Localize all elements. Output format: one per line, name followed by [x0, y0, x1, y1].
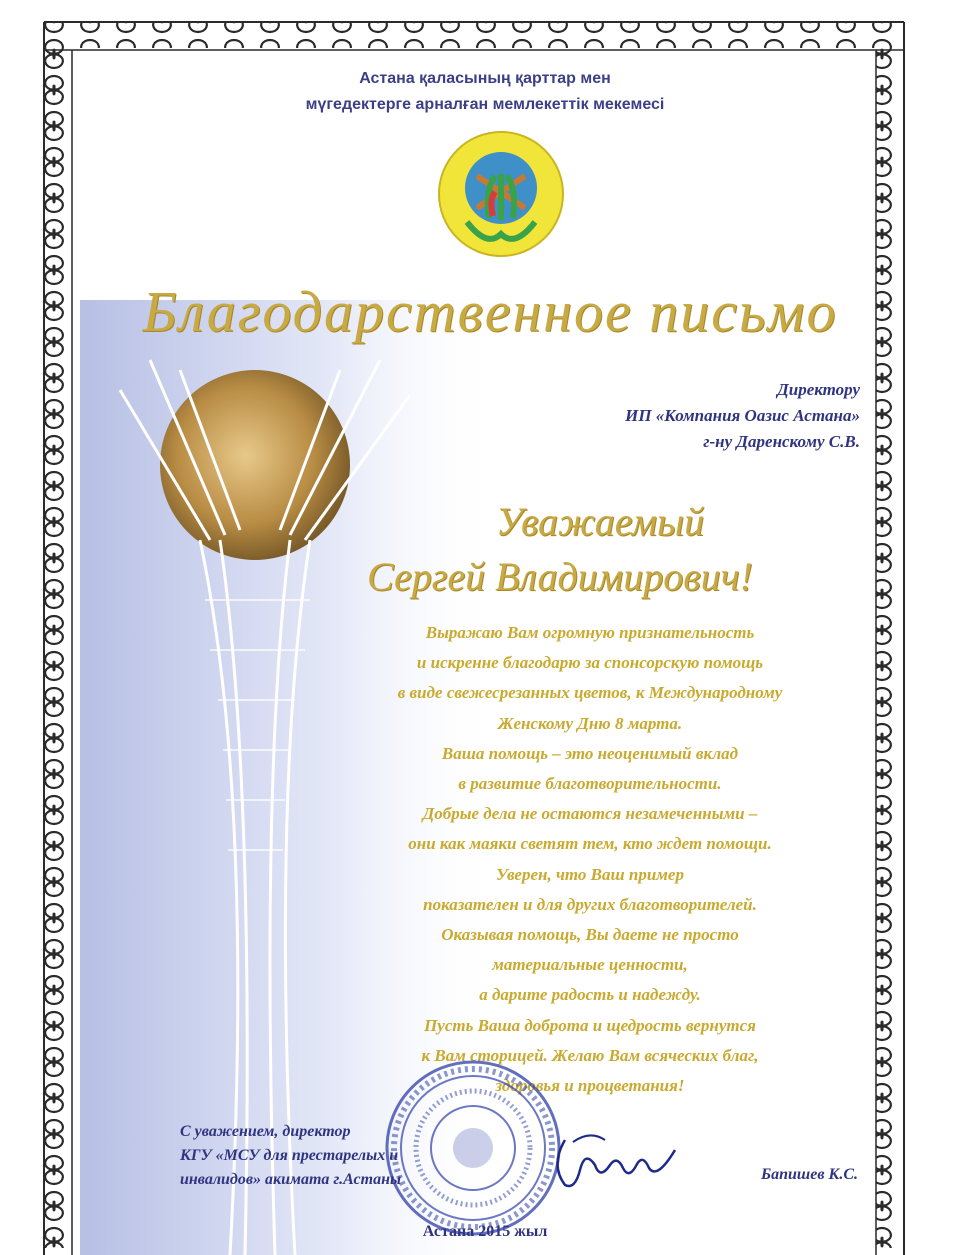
body-line: Уверен, что Ваш пример	[496, 864, 684, 884]
body-line: в виде свежесрезанных цветов, к Международному	[397, 683, 783, 703]
body-line: и искренне благодарю за спонсорскую помощь	[416, 653, 764, 673]
handwritten-signature	[545, 1120, 695, 1200]
official-seal-stamp	[383, 1058, 563, 1238]
addressee-line3: г-ну Даренскому С.В.	[703, 432, 860, 451]
body-line: здоровья и процветания!	[495, 1076, 685, 1096]
signatory-name: Бапишев К.С.	[760, 1166, 858, 1183]
body-line: в развитие благотворительности.	[458, 774, 722, 794]
letter-body	[330, 618, 850, 1101]
body-line: Пусть Ваша доброта и щедрость вернутся	[424, 1015, 756, 1035]
body-line: Оказывая помощь, Вы даете не просто	[441, 925, 739, 945]
place-and-year: Астана 2015 жыл	[422, 1223, 548, 1240]
signature-line3: инвалидов» акимата г.Астаны	[180, 1171, 402, 1188]
signature-line1: С уважением, директор	[180, 1123, 351, 1140]
body-line: а дарите радость и надежду.	[479, 985, 701, 1005]
addressee-line1: Директору	[777, 380, 860, 399]
signature-line2: КГУ «МСУ для престарелых и	[180, 1147, 399, 1164]
greeting-line1: Уважаемый	[495, 499, 705, 544]
org-header-line1: Астана қаласының қарттар мен	[359, 70, 611, 87]
organization-emblem-icon	[437, 130, 565, 258]
document-title: Благодарственное письмо	[142, 279, 838, 344]
body-line: к Вам сторицей. Желаю Вам всяческих благ,	[421, 1045, 759, 1065]
body-line: Добрые дела не остаются незамеченными –	[422, 804, 758, 824]
body-line: Выражаю Вам огромную признательность	[425, 623, 755, 642]
body-line: Женскому Дню 8 марта.	[497, 713, 683, 733]
body-line: показателен и для других благотворителей.	[423, 894, 757, 914]
body-line: Ваша помощь – это неоценимый вклад	[441, 743, 739, 763]
body-line: материальные ценности,	[492, 955, 688, 975]
org-header-line2: мүгедектерге арналған мемлекеттік мекемесі	[305, 96, 665, 113]
body-line: они как маяки светят тем, кто ждет помощи.	[408, 834, 772, 854]
greeting-line2: Сергей Владимирович!	[367, 554, 753, 599]
addressee-line2: ИП «Компания Оазис Астана»	[625, 406, 860, 425]
